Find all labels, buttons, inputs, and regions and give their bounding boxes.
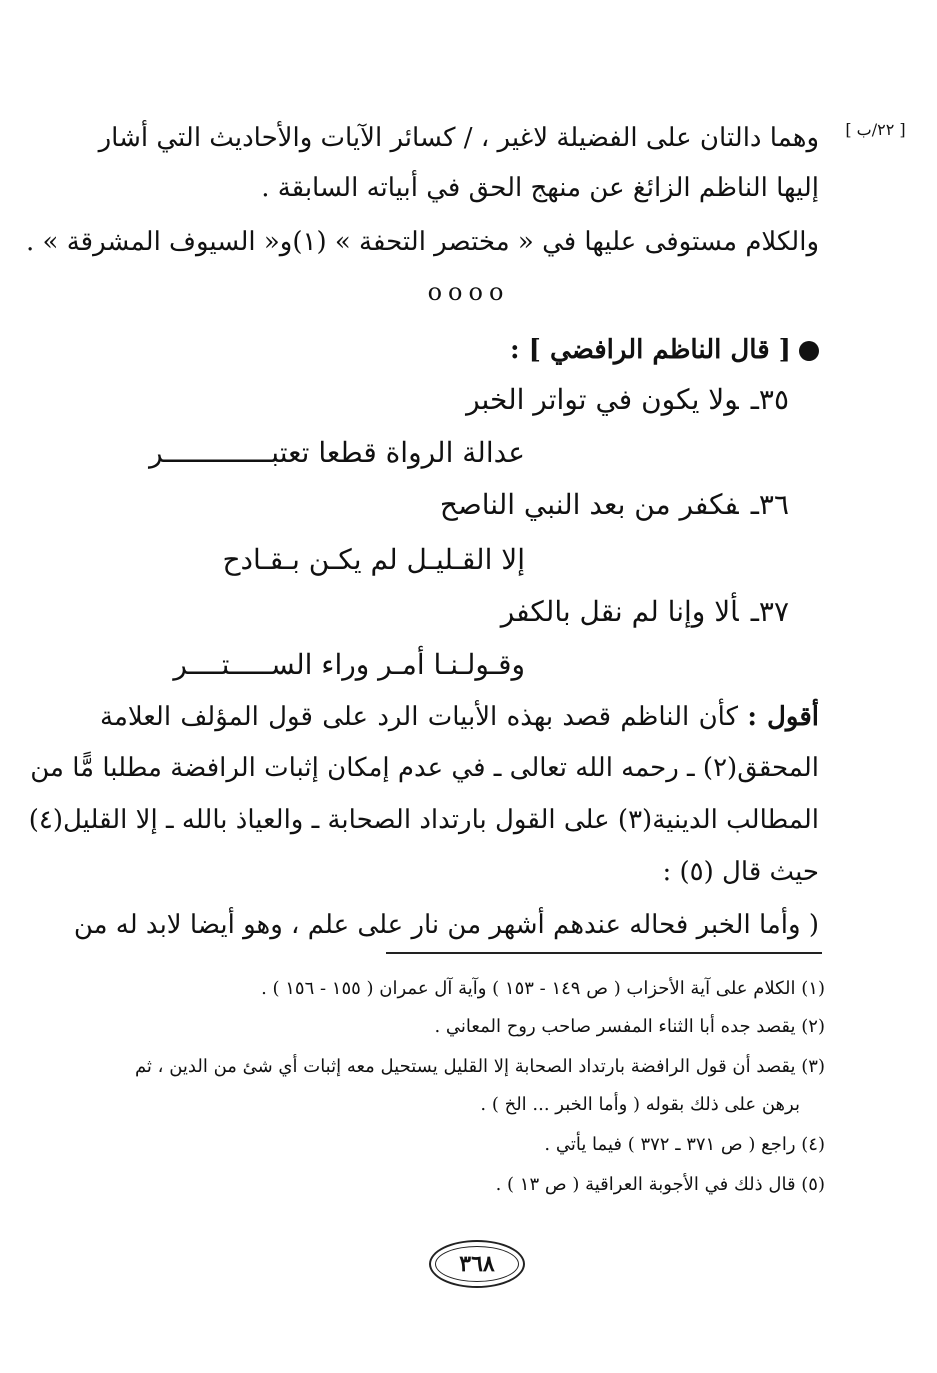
verse-35-second: عدالة الرواة قطعا تعتبـــــــــــــر: [149, 436, 525, 469]
page-number-text: ٣٦٨: [459, 1251, 495, 1277]
verse-35-first: [466, 380, 789, 420]
commentary-line-5: ( وأما الخبر فحاله عندهم أشهر من نار على علم ، وهو أيضا لابد له من: [73, 910, 819, 940]
verse-36-second: إلا القـليـل لم يكـن بـقـادح: [222, 543, 525, 576]
footnote-4: (٤) راجع ( ص ٣٧١ ـ ٣٧٢ ) فيما يأتي .: [544, 1134, 825, 1155]
intro-line-1: وهما دالتان على الفضيلة لاغير ، / كسائر الآيات والأحاديث التي أشار: [98, 123, 819, 153]
footnote-2: (٢) يقصد جده أبا الثناء المفسر صاحب روح المعاني .: [434, 1016, 825, 1037]
page-number: [429, 1240, 525, 1288]
bullet-icon: [799, 341, 819, 361]
verse-text: فكفر من بعد النبي الناصح: [439, 488, 739, 521]
commentary-line-3: المطالب الدينية(٣) على القول بارتداد الصحابة ـ والعياذ بالله ـ إلا القليل(٤): [28, 805, 819, 835]
verse-number: ٣٧ـ: [750, 595, 789, 628]
commentary-line-2: المحقق(٢) ـ رحمه الله تعالى ـ في عدم إمكان إثبات الرافضة مطلبا مًّا من: [30, 753, 819, 783]
verse-37-first: [501, 592, 789, 632]
verse-text: ولا يكون في تواتر الخبر: [466, 383, 739, 416]
section-heading: [100, 330, 819, 370]
verse-number: ٣٦ـ: [750, 488, 789, 521]
intro-line-2: إليها الناظم الزائغ عن منهج الحق في أبياته السابقة .: [261, 173, 819, 203]
commentary-line-1: [100, 697, 819, 737]
heading-text: [ قال الناظم الرافضي ] :: [510, 335, 791, 365]
footnote-5: (٥) قال ذلك في الأجوبة العراقية ( ص ١٣ ) .: [495, 1174, 825, 1195]
commentary-lead: أقول :: [747, 702, 819, 732]
commentary-text: كأن الناظم قصد بهذه الأبيات الرد على قول المؤلف العلامة: [100, 702, 738, 732]
footnote-divider: [386, 952, 822, 954]
section-separator: oooo: [427, 278, 510, 306]
footnote-3-continued: برهن على ذلك بقوله ( وأما الخبر ... الخ ) .: [480, 1094, 800, 1115]
commentary-line-4: حيث قال (٥) :: [662, 857, 819, 887]
manuscript-folio-note: [ ٢٢/ب ]: [845, 120, 906, 139]
footnote-3: (٣) يقصد أن قول الرافضة بارتداد الصحابة إلا القليل يستحيل معه إثبات أي شئ من الدين ، ثم: [134, 1056, 825, 1077]
verse-number: ٣٥ـ: [750, 383, 789, 416]
verse-37-second: وقـولـنـا أمـر وراء الســـــتــــر: [173, 648, 525, 681]
intro-line-3: والكلام مستوفى عليها في « مختصر التحفة » (١)و« السيوف المشرقة » .: [26, 227, 819, 257]
verse-36-first: [440, 485, 789, 525]
footnote-1: (١) الكلام على آية الأحزاب ( ص ١٤٩ - ١٥٣ ) وآية آل عمران ( ١٥٥ - ١٥٦ ) .: [261, 978, 825, 999]
verse-text: ألا وإنا لم نقل بالكفر: [500, 595, 739, 628]
